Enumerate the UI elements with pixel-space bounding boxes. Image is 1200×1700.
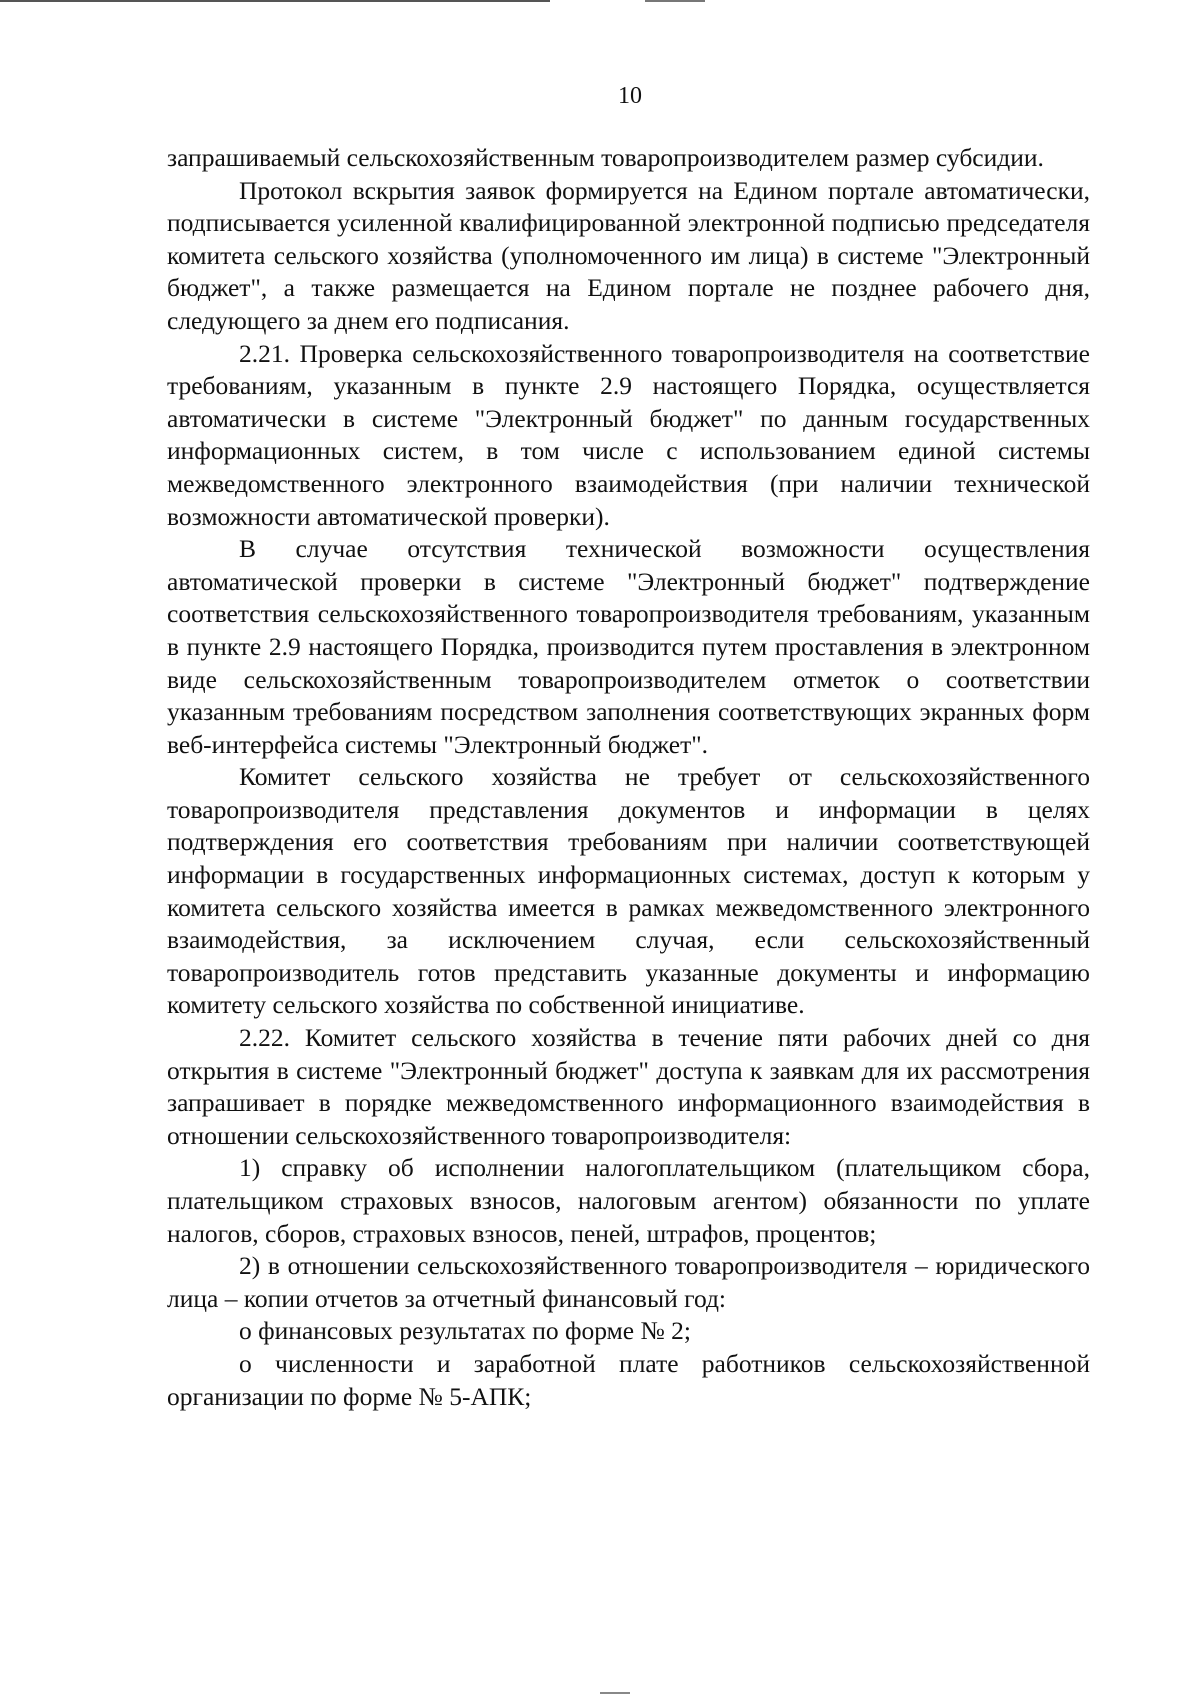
paragraph: Комитет сельского хозяйства не требует от сельскохозяйственного товаропроизводителя представления документов и информации в целях подтверждения его соответствия требованиям при наличии соответствующей информации в государственных информационных системах, доступ к которым у комитета сельского хозяйства имеется в рамках межведомственного электронного взаимодействия, за исключением случая, если сельскохозяйственный товаропроизводитель готов представить указанные документы и информацию комитету сельского хозяйства по собственной инициативе. [167, 762, 1090, 1020]
document-body [167, 142, 1090, 1413]
paragraph: 2.22. Комитет сельского хозяйства в течение пяти рабочих дней со дня открытия в системе "Электронный бюджет" доступа к заявкам для их рассмотрения запрашивает в порядке межведомственного информационного взаимодействия в отношении сельскохозяйственного товаропроизводителя: [167, 1023, 1090, 1150]
scan-bottom-mark [600, 1692, 630, 1694]
paragraph: 1) справку об исполнении налогоплательщиком (плательщиком сбора, плательщиком страховых взносов, налоговым агентом) обязанности по уплате налогов, сборов, страховых взносов, пеней, штрафов, процентов; [167, 1153, 1090, 1248]
paragraph: запрашиваемый сельскохозяйственным товаропроизводителем размер субсидии. [167, 143, 1044, 172]
scan-top-edge-line [0, 0, 550, 2]
paragraph: Протокол вскрытия заявок формируется на Едином портале автоматически, подписывается усиленной квалифицированной электронной подписью председателя комитета сельского хозяйства (уполномоченного им лица) в системе "Электронный бюджет", а также размещается на Едином портале не позднее рабочего дня, следующего за днем его подписания. [167, 175, 1090, 335]
page-number: 10 [618, 83, 642, 109]
paragraph: о численности и заработной плате работников сельскохозяйственной организации по форме № 5-АПК; [167, 1348, 1090, 1411]
paragraph: о финансовых результатах по форме № 2; [239, 1316, 691, 1346]
paragraph: 2) в отношении сельскохозяйственного товаропроизводителя – юридического лица – копии отчетов за отчетный финансовый год: [167, 1251, 1090, 1313]
scan-top-mark [645, 0, 705, 2]
paragraph: В случае отсутствия технической возможности осуществления автоматической проверки в системе "Электронный бюджет" подтверждение соответствия сельскохозяйственного товаропроизводителя требованиям, указанным в пункте 2.9 настоящего Порядка, производится путем проставления в электронном виде сельскохозяйственным товаропроизводителем отметок о соответствии указанным требованиям посредством заполнения соответствующих экранных форм веб-интерфейса системы "Электронный бюджет". [167, 534, 1090, 759]
paragraph: 2.21. Проверка сельскохозяйственного товаропроизводителя на соответствие требованиям, указанным в пункте 2.9 настоящего Порядка, осуществляется автоматически в системе "Электронный бюджет" по данным государственных информационных систем, в том числе с использованием единой системы межведомственного электронного взаимодействия (при наличии технической возможности автоматической проверки). [167, 338, 1090, 531]
